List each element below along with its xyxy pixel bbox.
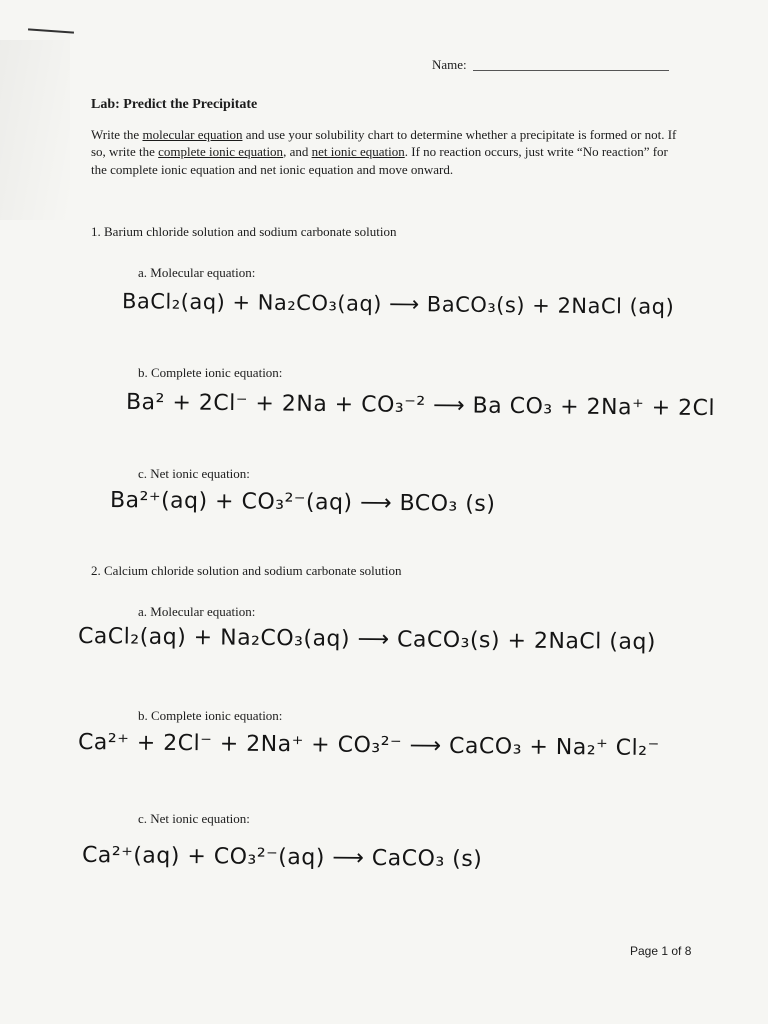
problem-1-heading: 1. Barium chloride solution and sodium carbonate solution — [91, 224, 397, 239]
problem-2-a-label: a. Molecular equation: — [138, 604, 256, 619]
problem-1-b-answer: Ba² + 2Cl⁻ + 2Na + CO₃⁻² ⟶ Ba CO₃ + 2Na⁺ + 2Cl — [125, 389, 716, 422]
problem-1-a-answer: BaCl₂(aq) + Na₂CO₃(aq) ⟶ BaCO₃(s) + 2NaCl (aq) — [121, 289, 675, 319]
problem-1-c-answer: Ba²⁺(aq) + CO₃²⁻(aq) ⟶ BCO₃ (s) — [109, 487, 496, 518]
problem-2-c-label: c. Net ionic equation: — [138, 811, 250, 826]
instructions-term-complete-ionic: complete ionic equation — [158, 144, 284, 160]
problem-2-c-answer: Ca²⁺(aq) + CO₃²⁻(aq) ⟶ CaCO₃ (s) — [81, 842, 483, 873]
problem-2-b-answer: Ca²⁺ + 2Cl⁻ + 2Na⁺ + CO₃²⁻ ⟶ CaCO₃ + Na₂⁺ Cl₂⁻ — [77, 729, 660, 762]
instructions-text-1: Write the — [91, 127, 143, 142]
instructions-term-net-ionic: net ionic equation — [311, 144, 405, 160]
instructions-term-molecular: molecular equation — [142, 127, 243, 142]
paper-fold-shadow — [0, 40, 70, 220]
instructions-text-4: . If no reaction occurs, just write “No reaction” for the complete ionic equation and net ionic equation and move onward. — [91, 144, 668, 177]
problem-2-b-label: b. Complete ionic equation: — [138, 708, 283, 723]
instructions-text-2: and use your solubility chart to determine whether a precipitate is formed or not. If so, write the — [91, 127, 677, 160]
name-field[interactable] — [432, 57, 669, 73]
problem-2-heading: 2. Calcium chloride solution and sodium carbonate solution — [91, 563, 402, 578]
page-number: Page 1 of 8 — [630, 944, 692, 958]
pen-mark — [28, 28, 74, 33]
problem-1-c-label: c. Net ionic equation: — [138, 466, 250, 481]
name-blank-line[interactable] — [473, 70, 669, 71]
name-label: Name: — [432, 57, 467, 72]
problem-2-a-answer: CaCl₂(aq) + Na₂CO₃(aq) ⟶ CaCO₃(s) + 2NaCl (aq) — [77, 623, 657, 656]
worksheet-title: Lab: Predict the Precipitate — [91, 97, 258, 112]
problem-1-a-label: a. Molecular equation: — [138, 265, 256, 280]
problem-1-b-label: b. Complete ionic equation: — [138, 365, 283, 380]
instructions-text-3: , and — [283, 144, 312, 160]
instructions — [91, 126, 681, 178]
